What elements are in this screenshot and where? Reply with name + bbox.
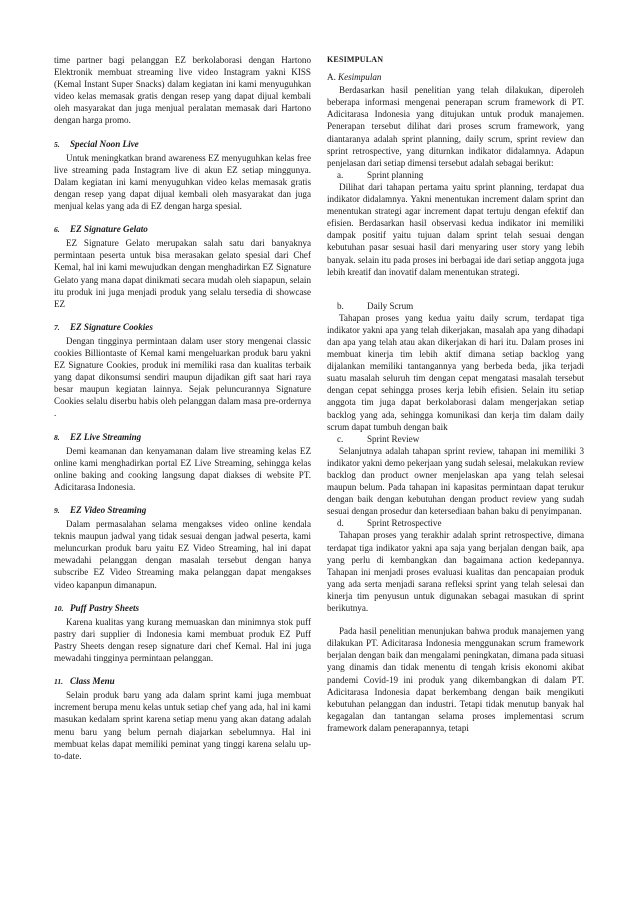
list-item-title: Daily Scrum	[367, 300, 414, 311]
list-item-heading	[327, 300, 584, 312]
list-item-heading	[327, 169, 584, 181]
section-heading	[54, 675, 311, 688]
section-title: EZ Live Streaming	[70, 431, 142, 442]
section-number: 6.	[54, 225, 60, 235]
subsection-label: A.	[327, 72, 336, 83]
section-title: Class Menu	[70, 676, 115, 687]
section-title: EZ Signature Cookies	[70, 321, 153, 332]
left-column	[54, 54, 311, 762]
section-body: Selain produk baru yang ada dalam sprint kami juga membuat increment berupa menu kelas untuk setiap chef yang ada, hal ini kami masukan kedalam sprint karena setiap menu yang akan datang adalah menu baru yang belum pernah diajarkan sebelumnya. Hal ini membuat kelas dapat memiliki peminat yang tinggi karena selalu up-to-date.	[54, 690, 311, 761]
final-paragraph: Pada hasil penelitian menunjukan bahwa produk manajemen yang dilakukan PT. Adicitarasa Indonesia menggunakan scrum framework berjalan dengan baik dan mengalami peningkatan, dimana pada situasi yang dinamis dan tidak menentu di tengah krisis ekonomi akibat pandemi Covid-19 ini produk yang dikembangkan di dalam PT. Adicitarasa Indonesia dapat berkembang dengan baik mengikuti kebutuhan pelanggan dan industri. Tetapi tidak menutup banyak hal kegagalan dan tantangan selama proses implementasi scrum framework dalam penerapannya, tetapi	[327, 626, 584, 733]
section-number: 8.	[54, 432, 60, 442]
section-body: Demi keamanan dan kenyamanan dalam live streaming kelas EZ online kami menghadirkan portal EZ Live Streaming, sehingga kelas online baking and cooking langsung dapat diakses di website PT. Adicitarasa Indonesia.	[54, 445, 311, 492]
list-item-title: Sprint Review	[367, 433, 420, 444]
section-title: EZ Signature Gelato	[70, 224, 148, 235]
section-heading	[54, 431, 311, 444]
subsection-title: Kesimpulan	[338, 72, 382, 83]
section-heading	[54, 138, 311, 151]
list-item-label: d.	[337, 518, 344, 529]
section-body: Dengan tingginya permintaan dalam user story mengenai classic cookies Billiontaste of Kemal kami mengeluarkan produk baru yakni EZ Signature Cookies, produk ini memiliki rasa dan kualitas terbaik yang dapat dikonsumsi sendiri maupun dijadikan gift saat hari raya besar maupun kegiatan lainnya. Sejak peluncurannya Signature Cookies selalu diserbu habis oleh pelanggan dalam masa pre-ordernya .	[54, 335, 311, 419]
section-title: Puff Pastry Sheets	[70, 602, 140, 613]
section-heading	[54, 223, 311, 236]
sprint-retrospective-paragraph: Tahapan proses yang terakhir adalah sprint retrospective, dimana terdapat tiga indikator yakni apa saja yang berjalan dengan baik, apa yang perlu di kembangkan dan bagaimana action kedepannya. Tahapan ini menjadi proses evaluasi kualitas dan pencapaian produk yang ada serta menjadi sarana refleksi sprint yang telah selesai dan kinerja tim penyusun untuk digunakan sebagai masukan di sprint berikutnya.	[327, 530, 584, 614]
section-number: 10.	[54, 603, 64, 613]
right-column	[327, 54, 584, 734]
daily-scrum-paragraph: Tahapan proses yang kedua yaitu daily scrum, terdapat tiga indikator yakni apa yang telah dikerjakan, masalah apa yang dihadapi dan apa yang telah atau akan dikerjakan di hari itu. Dalam proses ini membuat kinerja tim lebih aktif dimana setiap backlog yang dijalankan memiliki tantangannya yang berbeda beda, jika terjadi suatu masalah seluruh tim dengan cepat mengatasi masalah tersebut dengan cepat sehingga proses kerja lebih efisien. Selain itu setiap anggota tim juga dapat berkolaborasi dalam mengerjakan setiap backlog yang ada, sehingga komunikasi dan kerja tim dalam daily scrum dapat tumbuh dengan baik	[327, 312, 584, 432]
section-number: 11.	[54, 677, 64, 687]
list-item-title: Sprint Retrospective	[367, 518, 442, 529]
sprint-review-paragraph: Selanjutnya adalah tahapan sprint review, tahapan ini memiliki 3 indikator yakni demo pekerjaan yang sudah selesai, melakukan review backlog dan product owner menjelaskan apa yang telah selesai maupun belum. Pada tahapan ini kapasitas permintaan dapat terukur dengan baik dengan kebutuhan dengan product review yang sudah sesuai dengan prosedur dan ketersediaan bahan baku di penyimpanan.	[327, 445, 584, 517]
section-body: EZ Signature Gelato merupakan salah satu dari banyaknya permintaan peserta untuk bisa merasakan gelato spesial dari Chef Kemal, hal ini kami mewujudkan dengan menghadirkan EZ Signature Gelato yang mana dapat dinikmati secara mudah oleh siapapun, selain itu produk ini juga menjadi produk yang selalu tersedia di showcase EZ	[54, 238, 311, 309]
section-body: Karena kualitas yang kurang memuaskan dan minimnya stok puff pastry dari supplier di Indonesia kami membuat produk EZ Puff Pastry Sheets dengan resep signature dari chef Kemal. Hal ini juga mewadahi tingginya permintaan pelanggan.	[54, 616, 311, 664]
section-title: Special Noon Live	[70, 138, 139, 149]
section-title: EZ Video Streaming	[70, 505, 147, 515]
list-item-label: c.	[337, 433, 344, 444]
list-item-title: Sprint planning	[367, 169, 424, 180]
list-item-heading	[327, 517, 584, 529]
spacer	[327, 289, 584, 300]
section-heading	[54, 504, 311, 517]
list-item-label: a.	[337, 169, 344, 180]
section-number: 7.	[54, 322, 60, 332]
section-number: 5.	[54, 139, 60, 149]
intro-paragraph: time partner bagi pelanggan EZ berkolaborasi dengan Hartono Elektronik membuat streaming live video Instagram yakni KISS (Kemal Instant Super Snacks) dalam kegiatan ini kami menyuguhkan video kelas memasak gratis dengan resep yang dapat dijual kembali oleh masyarakat dan juga menjual peralatan memasak dari Hartono dengan harga promo.	[54, 55, 311, 126]
section-body: Untuk meningkatkan brand awareness EZ menyuguhkan kelas free live streaming pada Instagram live di akun EZ setiap minggunya. Dalam kegiatan ini kami menyuguhkan video kelas memasak gratis dengan resep yang dapat dijual kembali oleh masyarakat dan juga menjual kelas yang ada di EZ dengan harga spesial.	[54, 152, 311, 212]
subsection-heading	[327, 71, 584, 83]
conclusion-paragraph: Berdasarkan hasil penelitian yang telah dilakukan, diperoleh beberapa informasi mengenai penerapan scrum framework di PT. Adicitarasa Indonesia yang ditujukan untuk produk manajemen. Penerapan tersebut dilihat dari proses scrum framework, yang diantaranya adalah sprint planning, daily scrum, sprint review dan sprint retrospective, yang diturnkan indikator didalamnya. Adapun penjelasan dari setiap dimensi tersebut adalah sebagai berikut:	[327, 85, 584, 168]
section-heading	[54, 602, 311, 615]
section-number: 9.	[54, 506, 60, 515]
list-item-label: b.	[337, 300, 344, 311]
section-body: Dalam permasalahan selama mengakses video online kendala teknis maupun jadwal yang tidak sesuai dengan jadwal peserta, kami meluncurkan produk baru yaitu EZ Video Streaming, hal ini dapat mewadahi pelanggan dengan masalah tersebut dengan hanya subscribe EZ Video Streaming maka pelanggan dapat mengakses video kapanpun dimanapun.	[54, 519, 311, 590]
spacer	[327, 278, 584, 289]
conclusion-heading: KESIMPULAN	[327, 55, 384, 64]
list-item-heading	[327, 433, 584, 445]
section-heading	[54, 321, 311, 334]
sprint-planning-paragraph: Dilihat dari tahapan pertama yaitu sprint planning, terdapat dua indikator didalamnya. Yakni menentukan increment dalam sprint dan menentukan strategi agar increment dapat tertuju dengan efektif dan efisien. Berdasarkan hasil observasi kedua indikator ini memiliki dampak positif yaitu tujuan dalam sprint telah sesuai dengan kebutuhan pasar sesuai hasil dari menyaring user story yang lebih banyak. selain itu pada proses ini berbagai ide dari setiap anggota juga lebih kreatif dan inovatif dalam menentukan strategi.	[327, 181, 584, 277]
spacer	[327, 614, 584, 625]
